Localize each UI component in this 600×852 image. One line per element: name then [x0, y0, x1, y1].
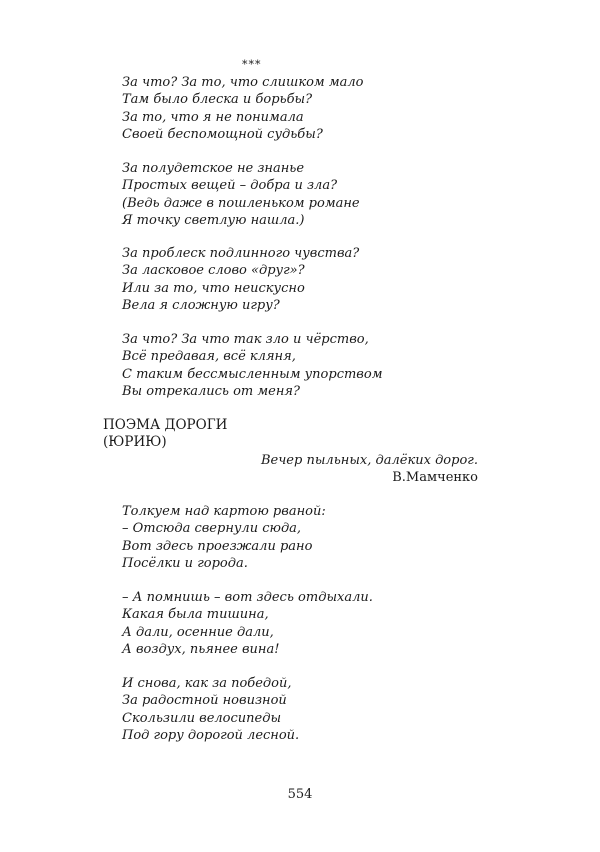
poem-line: Какая была тишина,: [122, 607, 269, 623]
poem-line: За что? За то, что слишком мало: [122, 75, 364, 90]
poem-line: За что? За что так зло и чёрство,: [122, 332, 369, 347]
poem-line: Простых вещей – добра и зла?: [122, 178, 338, 194]
epigraph-author: В.Мамченко: [392, 470, 478, 486]
poem-line: Вот здесь проезжали рано: [122, 538, 313, 554]
poem-line: За проблеск подлинного чувства?: [122, 246, 360, 261]
poem-line: Скользили велосипеды: [122, 710, 282, 726]
poem-line: (Ведь даже в пошленьком романе: [122, 195, 360, 211]
page-number: 554: [287, 787, 313, 802]
poem-stanza: [122, 245, 359, 314]
poem-title: ПОЭМА ДОРОГИ: [103, 417, 228, 433]
poem-line: Там было блеска и борьбы?: [122, 92, 313, 108]
poem-line: – А помнишь – вот здесь отдыхали.: [122, 590, 373, 605]
poem-dedication: (ЮРИЮ): [103, 434, 167, 450]
poem-line: Посёлки и города.: [122, 555, 248, 571]
poem-stanza: [122, 160, 360, 229]
poem-stanza: [122, 331, 382, 400]
epigraph-text: Вечер пыльных, далёких дорог.: [260, 453, 478, 468]
poem-line: За ласковое слово «друг»?: [122, 263, 305, 279]
poem-line: Вы отрекались от меня?: [122, 383, 300, 399]
section-separator: ***: [242, 58, 262, 71]
poem-line: За полудетское не знанье: [122, 161, 305, 176]
poem-line: Своей беспомощной судьбы?: [122, 126, 323, 142]
poem-line: А воздух, пьянее вина!: [122, 641, 280, 657]
poem-stanza: [122, 589, 373, 658]
poem-stanza: [122, 675, 299, 744]
poem-stanza: [122, 74, 363, 143]
poem-line: Толкуем над картою рваной:: [122, 504, 326, 519]
poem-line: А дали, осенние дали,: [122, 624, 274, 640]
poem-line: И снова, как за победой,: [122, 676, 292, 691]
poem-line: Вела я сложную игру?: [122, 297, 280, 313]
poem-line: Или за то, что неискусно: [122, 280, 305, 296]
poem-line: С таким бессмысленным упорством: [122, 366, 383, 382]
poem-line: Под гору дорогой лесной.: [122, 727, 300, 743]
poem-line: Всё предавая, всё кляня,: [122, 349, 296, 365]
poem-line: За то, что я не понимала: [122, 109, 304, 125]
poem-line: – Отсюда свернули сюда,: [122, 521, 302, 537]
epigraph: [261, 452, 478, 487]
poem-stanza: [122, 503, 326, 572]
poem-line: За радостной новизной: [122, 693, 287, 709]
poem-line: Я точку светлую нашла.): [122, 212, 305, 228]
